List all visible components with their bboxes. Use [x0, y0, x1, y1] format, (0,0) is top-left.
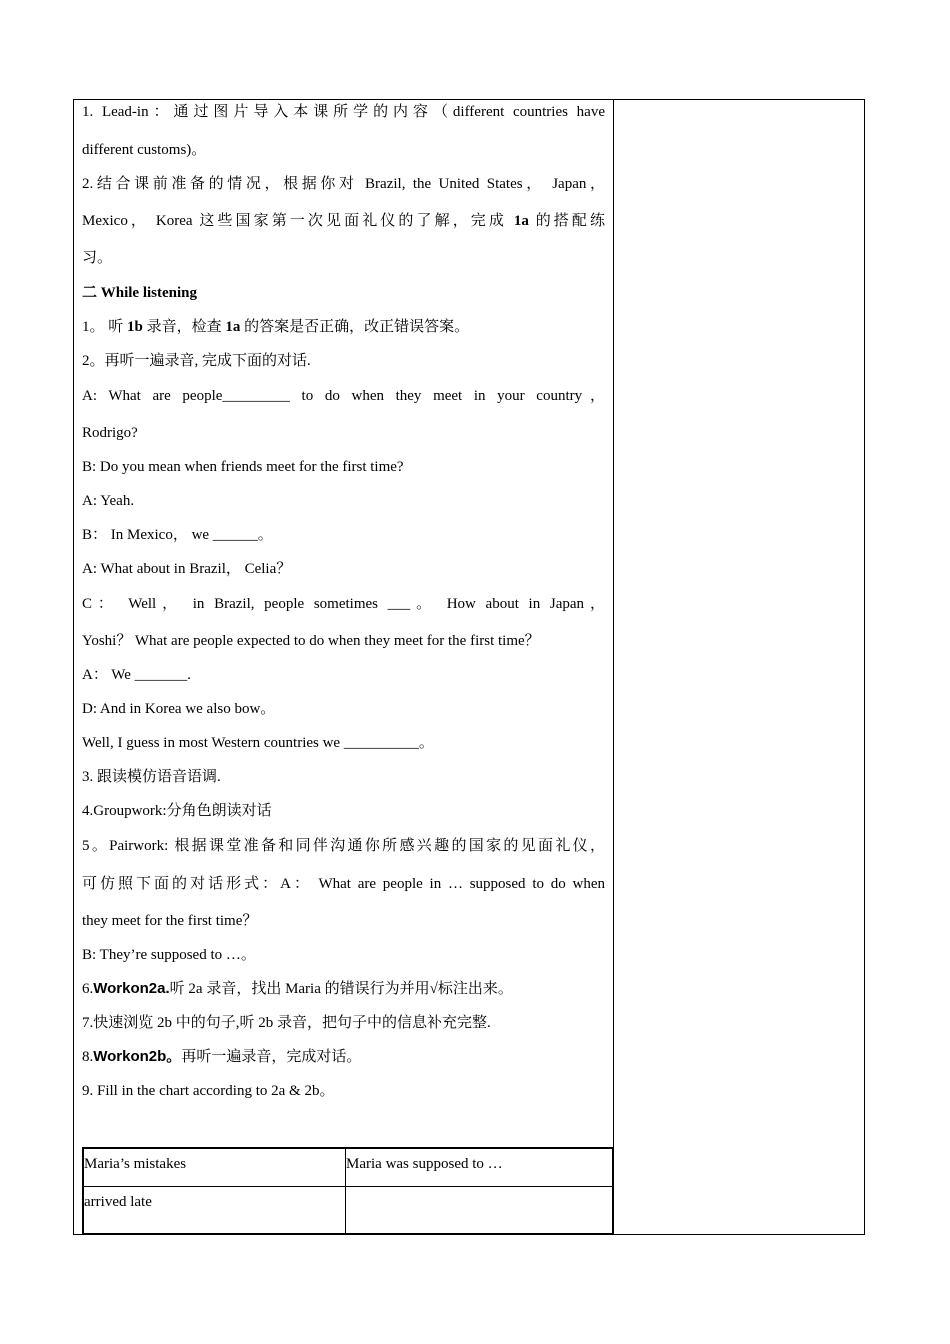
column-divider [613, 99, 614, 1235]
listen-step-4: 4.Groupwork:分角色朗读对话 [82, 803, 272, 819]
pairwork-line-3: they meet for the first time？ [82, 913, 258, 929]
dialogue-line-6a: C： Well， in Brazil, people sometimes ___。 How about in Japan， [82, 596, 605, 612]
listen-step-9: 9. Fill in the chart according to 2a & 2b。 [82, 1083, 335, 1099]
chart-header-mistakes: Maria’s mistakes [84, 1156, 187, 1172]
step2-line-3: 习。 [82, 250, 113, 266]
listen-step-8: 8.Workon2b。再听一遍录音，完成对话。 [82, 1048, 362, 1065]
listen-step-3: 3. 跟读模仿语音语调. [82, 769, 221, 785]
pairwork-line-1: 5。Pairwork: 根据课堂准备和同伴沟通你所感兴趣的国家的见面礼仪， [82, 838, 605, 854]
leadin-line-1: 1. Lead-in：通过图片导入本课所学的内容（different countries have [82, 104, 605, 120]
step2-line-2: Mexico， Korea 这些国家第一次见面礼仪的了解，完成 1a 的搭配练 [82, 213, 605, 229]
listen-step-2: 2。再听一遍录音, 完成下面的对话. [82, 353, 311, 369]
chart-row-divider [84, 1186, 612, 1187]
step2-line-1: 2.结合课前准备的情况，根据你对 Brazil, the United States， Japan， [82, 176, 605, 192]
dialogue-line-3: A: Yeah. [82, 493, 135, 509]
dialogue-line-7: A： We _______. [82, 667, 191, 683]
dialogue-line-8: D: And in Korea we also bow。 [82, 701, 276, 717]
pairwork-line-2: 可仿照下面的对话形式：A： What are people in … supposed to do when [82, 876, 605, 892]
dialogue-line-2: B: Do you mean when friends meet for the first time? [82, 459, 404, 475]
dialogue-line-1a: A: What are people_________ to do when they meet in your country， [82, 388, 605, 404]
section-heading: 二 While listening [82, 285, 198, 301]
dialogue-line-4: B： In Mexico， we ______。 [82, 527, 273, 543]
chart-header-supposed: Maria was supposed to … [346, 1156, 503, 1172]
dialogue-line-9: Well, I guess in most Western countries we __________。 [82, 735, 434, 751]
pairwork-line-4: B: They’re supposed to …。 [82, 947, 256, 963]
listen-step-1: 1。 听 1b 录音，检查 1a 的答案是否正确，改正错误答案。 [82, 319, 470, 335]
chart-cell-mistake-1: arrived late [84, 1194, 152, 1210]
leadin-line-2: different customs)。 [82, 142, 207, 158]
listen-step-6: 6.Workon2a.听 2a 录音，找出 Maria 的错误行为并用√标注出来。 [82, 980, 513, 997]
dialogue-line-6b: Yoshi？ What are people expected to do when they meet for the first time？ [82, 633, 540, 649]
dialogue-line-1b: Rodrigo? [82, 425, 138, 441]
mistakes-chart [82, 1147, 614, 1235]
listen-step-7: 7.快速浏览 2b 中的句子,听 2b 录音，把句子中的信息补充完整. [82, 1015, 491, 1031]
dialogue-line-5: A: What about in Brazil， Celia？ [82, 561, 292, 577]
